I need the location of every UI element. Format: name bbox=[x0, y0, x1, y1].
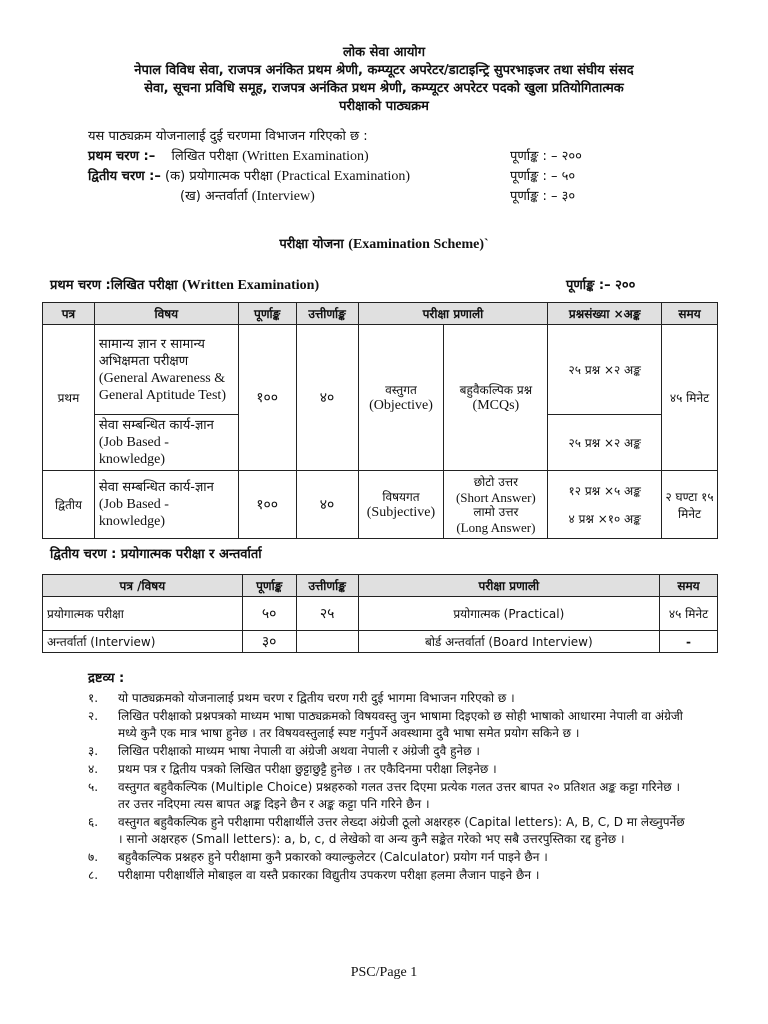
subject1b-en: (Job Based - knowledge) bbox=[98, 435, 169, 467]
subject2-en: (Job Based - knowledge) bbox=[98, 497, 169, 529]
time1-cell: ४५ मिनेट bbox=[662, 325, 718, 471]
practical-interview-table bbox=[42, 574, 718, 653]
subject2-np: सेवा सम्बन्धित कार्य-ज्ञान bbox=[98, 480, 214, 495]
system2-en: (Subjective) bbox=[366, 505, 436, 520]
th-paper: पत्र bbox=[43, 303, 95, 325]
note-number: ४. bbox=[88, 762, 99, 776]
note-number: १. bbox=[88, 691, 99, 705]
interview-full: ३० bbox=[242, 631, 296, 653]
table1-row bbox=[43, 471, 718, 539]
note-text: लिखित परीक्षाको प्रश्नपत्रको माध्यम भाषा पाठ्यक्रमको विषयवस्तु जुन भाषामा दिइएको छ सोही भाषाको आधारमा नेपाली वा अंग्रेजी मध्ये कुनै एक मात्र भाषा हुनेछ । तर विषयवस्तुलाई स्पष्ट गर्नुपर्ने अवस्थामा दुवै भाषा समेत प्रयोग सकिने छ । bbox=[118, 709, 683, 740]
note-number: ५. bbox=[88, 780, 99, 794]
note-text: बहुवैकल्पिक प्रश्नहरु हुने परीक्षामा कुनै प्रकारको क्याल्कुलेटर (Calculator) प्रयोग गर्न पाइने छैन । bbox=[118, 850, 548, 864]
header-line-2: नेपाल विविध सेवा, राजपत्र अनंकित प्रथम श्रेणी, कम्प्यूटर अपरेटर/डाटाइन्ट्रि सुपरभाइजर तथा संघीय संसद bbox=[134, 63, 634, 78]
list-item bbox=[88, 849, 688, 866]
type1-en: (MCQs) bbox=[472, 398, 520, 413]
written-exam-table bbox=[42, 302, 718, 539]
th2-subject: पत्र /विषय bbox=[43, 575, 243, 597]
full2-cell: १०० bbox=[238, 471, 296, 539]
practical-subject: प्रयोगात्मक परीक्षा bbox=[43, 597, 243, 631]
page-footer: PSC/Page 1 bbox=[350, 965, 418, 980]
time2-cell: २ घण्टा १५ मिनेट bbox=[662, 471, 718, 539]
th-questions: प्रश्नसंख्या ×अङ्क bbox=[548, 303, 662, 325]
table1-caption bbox=[50, 277, 319, 295]
th2-pass-marks: उत्तीर्णाङ्क bbox=[296, 575, 358, 597]
th-pass-marks: उत्तीर्णाङ्क bbox=[296, 303, 358, 325]
interview-subject: अन्तर्वार्ता (Interview) bbox=[43, 631, 243, 653]
stage1-line bbox=[88, 148, 369, 166]
notes-list bbox=[88, 690, 688, 885]
stage2a-en: (Practical Examination) bbox=[276, 169, 411, 184]
stage1-label: प्रथम चरण :– bbox=[88, 149, 156, 164]
stage2a-line bbox=[88, 168, 410, 186]
pass2-cell: ४० bbox=[296, 471, 358, 539]
list-item bbox=[88, 779, 688, 813]
long-np: लामो उत्तर bbox=[473, 504, 519, 519]
th2-time: समय bbox=[660, 575, 718, 597]
system1-en: (Objective) bbox=[369, 398, 433, 413]
interview-system: बोर्ड अन्तर्वार्ता (Board Interview) bbox=[358, 631, 659, 653]
table2-row bbox=[43, 631, 718, 653]
note-number: ७. bbox=[88, 850, 99, 864]
long-en: (Long Answer) bbox=[456, 519, 536, 535]
notes-heading: द्रष्टव्य : bbox=[88, 671, 125, 686]
note-text: परीक्षामा परीक्षार्थीले मोबाइल वा यस्तै प्रकारका विद्युतीय उपकरण परीक्षा हलमा लैजान पाइने छैन । bbox=[118, 868, 540, 882]
commission-title: लोक सेवा आयोग bbox=[342, 45, 426, 60]
stage2b-en: (Interview) bbox=[251, 189, 315, 204]
paper1-cell: प्रथम bbox=[43, 325, 95, 471]
stage2-label: द्वितीय चरण :– bbox=[88, 169, 161, 184]
table1-caption-np: प्रथम चरण :लिखित परीक्षा bbox=[50, 278, 178, 293]
note-text: वस्तुगत बहुवैकल्पिक (Multiple Choice) प्रश्नहरुको गलत उत्तर दिएमा प्रत्येक गलत उत्तर बापत २० प्रतिशत अङ्क कट्टा गरिनेछ । तर उत्तर नदिएमा त्यस बापत अङ्क दिइने छैन र अङ्क कट्टा पनि गरिने छैन । bbox=[118, 780, 680, 811]
table1-caption-en: (Written Examination) bbox=[182, 278, 320, 293]
table2-row bbox=[43, 597, 718, 631]
practical-pass: २५ bbox=[296, 597, 358, 631]
th2-exam-system: परीक्षा प्रणाली bbox=[358, 575, 659, 597]
practical-system: प्रयोगात्मक (Practical) bbox=[358, 597, 659, 631]
interview-time: - bbox=[660, 631, 718, 653]
th-subject: विषय bbox=[94, 303, 238, 325]
note-text: लिखित परीक्षाको माध्यम भाषा नेपाली वा अंग्रेजी अथवा नेपाली र अंग्रेजी दुवै हुनेछ । bbox=[118, 744, 480, 758]
header-line-4: परीक्षाको पाठ्यक्रम bbox=[339, 99, 429, 114]
list-item bbox=[88, 743, 688, 760]
system1-cell bbox=[358, 325, 444, 471]
table1-header-row bbox=[43, 303, 718, 325]
note-number: ८. bbox=[88, 868, 99, 882]
system2-cell bbox=[358, 471, 444, 539]
th-time: समय bbox=[662, 303, 718, 325]
stage2a-text: प्रयोगात्मक परीक्षा bbox=[189, 169, 273, 184]
note-number: ३. bbox=[88, 744, 99, 758]
intro-text: यस पाठ्यक्रम योजनालाई दुई चरणमा विभाजन गरिएको छ : bbox=[88, 129, 368, 144]
stage2a-prefix: (क) bbox=[165, 169, 186, 184]
answer-type-cell bbox=[444, 471, 548, 539]
th-full-marks: पूर्णाङ्क bbox=[238, 303, 296, 325]
note-number: ६. bbox=[88, 815, 99, 829]
list-item bbox=[88, 761, 688, 778]
subject1b-np: सेवा सम्बन्धित कार्य-ज्ञान bbox=[98, 418, 214, 433]
header-line-3: सेवा, सूचना प्रविधि समूह, राजपत्र अनंकित प्रथम श्रेणी, कम्प्यूटर अपरेटर पदको खुला प्रतियोगितात्मक bbox=[144, 81, 624, 96]
subject1a-np: सामान्य ज्ञान र सामान्य अभिक्षमता परीक्षण bbox=[98, 336, 205, 369]
list-item bbox=[88, 814, 688, 848]
scheme-title bbox=[0, 236, 768, 254]
note-text: प्रथम पत्र र द्वितीय पत्रको लिखित परीक्षा छुट्टाछुट्टै हुनेछ । तर एकैदिनमा परीक्षा लिइनेछ । bbox=[118, 762, 497, 776]
stage2b-text: अन्तर्वार्ता bbox=[204, 189, 248, 204]
table1-caption-marks: पूर्णाङ्क :– २०० bbox=[566, 278, 636, 293]
stage2b-line bbox=[180, 188, 315, 206]
q2b: ४ प्रश्न ×१० अङ्क bbox=[568, 511, 641, 526]
paper2-cell: द्वितीय bbox=[43, 471, 95, 539]
list-item bbox=[88, 708, 688, 742]
subject2-cell bbox=[94, 471, 238, 539]
table2-header-row bbox=[43, 575, 718, 597]
practical-time: ४५ मिनेट bbox=[660, 597, 718, 631]
subject1a-en: (General Awareness & General Aptitude Test) bbox=[98, 370, 226, 403]
scheme-title-np: परीक्षा योजना bbox=[279, 237, 344, 252]
table1-row bbox=[43, 325, 718, 415]
note-text: यो पाठ्यक्रमको योजनालाई प्रथम चरण र द्वितीय चरण गरी दुई भागमा विभाजन गरिएको छ । bbox=[118, 691, 515, 705]
interview-pass bbox=[296, 631, 358, 653]
stage1-text: लिखित परीक्षा bbox=[171, 149, 238, 164]
stage1-en: (Written Examination) bbox=[242, 149, 369, 164]
q1a-cell: २५ प्रश्न ×२ अङ्क bbox=[548, 325, 662, 415]
short-en: (Short Answer) bbox=[455, 489, 536, 505]
list-item bbox=[88, 867, 688, 884]
subject1b-cell bbox=[94, 415, 238, 471]
subject1a-cell bbox=[94, 325, 238, 415]
stage2b-marks: पूर्णाङ्क : – ३० bbox=[510, 189, 576, 204]
practical-full: ५० bbox=[242, 597, 296, 631]
full1-cell: १०० bbox=[238, 325, 296, 471]
note-text: वस्तुगत बहुवैकल्पिक हुने परीक्षामा परीक्षार्थीले उत्तर लेख्दा अंग्रेजी ठूलो अक्षरहरु (Capital letters): A, B, C, D मा लेख्नुपर्नेछ । सानो अक्षरहरु (Small letters): a, b, c, d लेखेको वा अन्य कुनै सङ्केत गरेको भए सबै उत्तरपुस्तिका रद्द हुनेछ । bbox=[118, 815, 685, 846]
th-exam-system: परीक्षा प्रणाली bbox=[358, 303, 548, 325]
q2-cell bbox=[548, 471, 662, 539]
stage2b-prefix: (ख) bbox=[180, 189, 201, 204]
type1-np: बहुवैकल्पिक प्रश्न bbox=[459, 383, 533, 397]
table2-caption: द्वितीय चरण : प्रयोगात्मक परीक्षा र अन्तर्वार्ता bbox=[50, 547, 262, 562]
stage1-marks: पूर्णाङ्क : – २०० bbox=[510, 149, 582, 164]
q2a: १२ प्रश्न ×५ अङ्क bbox=[568, 483, 641, 498]
note-number: २. bbox=[88, 709, 99, 723]
th2-full-marks: पूर्णाङ्क bbox=[242, 575, 296, 597]
type1-cell bbox=[444, 325, 548, 471]
q1b-cell: २५ प्रश्न ×२ अङ्क bbox=[548, 415, 662, 471]
list-item bbox=[88, 690, 688, 707]
system2-np: विषयगत bbox=[382, 490, 420, 504]
stage2a-marks: पूर्णाङ्क : – ५० bbox=[510, 169, 576, 184]
system1-np: वस्तुगत bbox=[385, 383, 417, 397]
pass1-cell: ४० bbox=[296, 325, 358, 471]
scheme-title-en: (Examination Scheme)` bbox=[348, 237, 489, 252]
short-np: छोटो उत्तर bbox=[473, 474, 519, 489]
